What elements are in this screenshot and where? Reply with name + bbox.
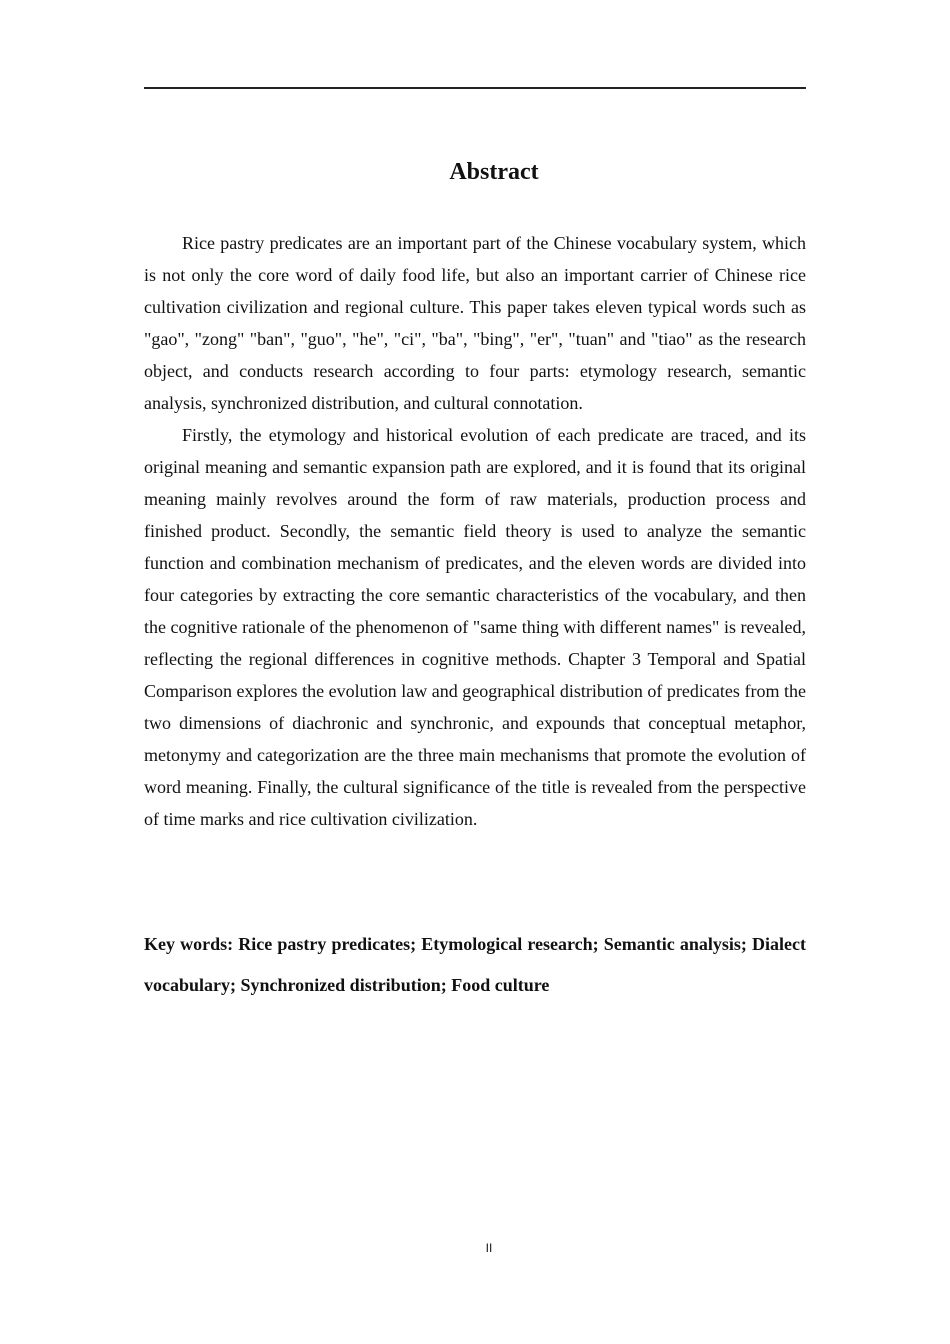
abstract-body xyxy=(144,227,806,835)
header-rule xyxy=(144,87,806,89)
page-number: II xyxy=(485,1241,493,1255)
abstract-title: Abstract xyxy=(449,159,539,185)
abstract-paragraph-2: Firstly, the etymology and historical evolution of each predicate are traced, and its original meaning and semantic expansion path are explored, and it is found that its original meaning mainly revolves around the form of raw materials, production process and finished product. Secondly, the semantic field theory is used to analyze the semantic function and combination mechanism of predicates, and the eleven words are divided into four categories by extracting the core semantic characteristics of the vocabulary, and then the cognitive rationale of the phenomenon of "same thing with different names" is revealed, reflecting the regional differences in cognitive methods. Chapter 3 Temporal and Spatial Comparison explores the evolution law and geographical distribution of predicates from the two dimensions of diachronic and synchronic, and expounds that conceptual metaphor, metonymy and categorization are the three main mechanisms that promote the evolution of word meaning. Finally, the cultural significance of the title is revealed from the perspective of time marks and rice cultivation civilization. xyxy=(144,425,806,829)
keywords-line: Key words: Rice pastry predicates; Etymological research; Semantic analysis; Dialect vocabulary; Synchronized distribution; Food culture xyxy=(144,934,806,995)
abstract-paragraph-1: Rice pastry predicates are an important part of the Chinese vocabulary system, which is not only the core word of daily food life, but also an important carrier of Chinese rice cultivation civilization and regional culture. This paper takes eleven typical words such as "gao", "zong" "ban", "guo", "he", "ci", "ba", "bing", "er", "tuan" and "tiao" as the research object, and conducts research according to four parts: etymology research, semantic analysis, synchronized distribution, and cultural connotation. xyxy=(144,233,806,413)
